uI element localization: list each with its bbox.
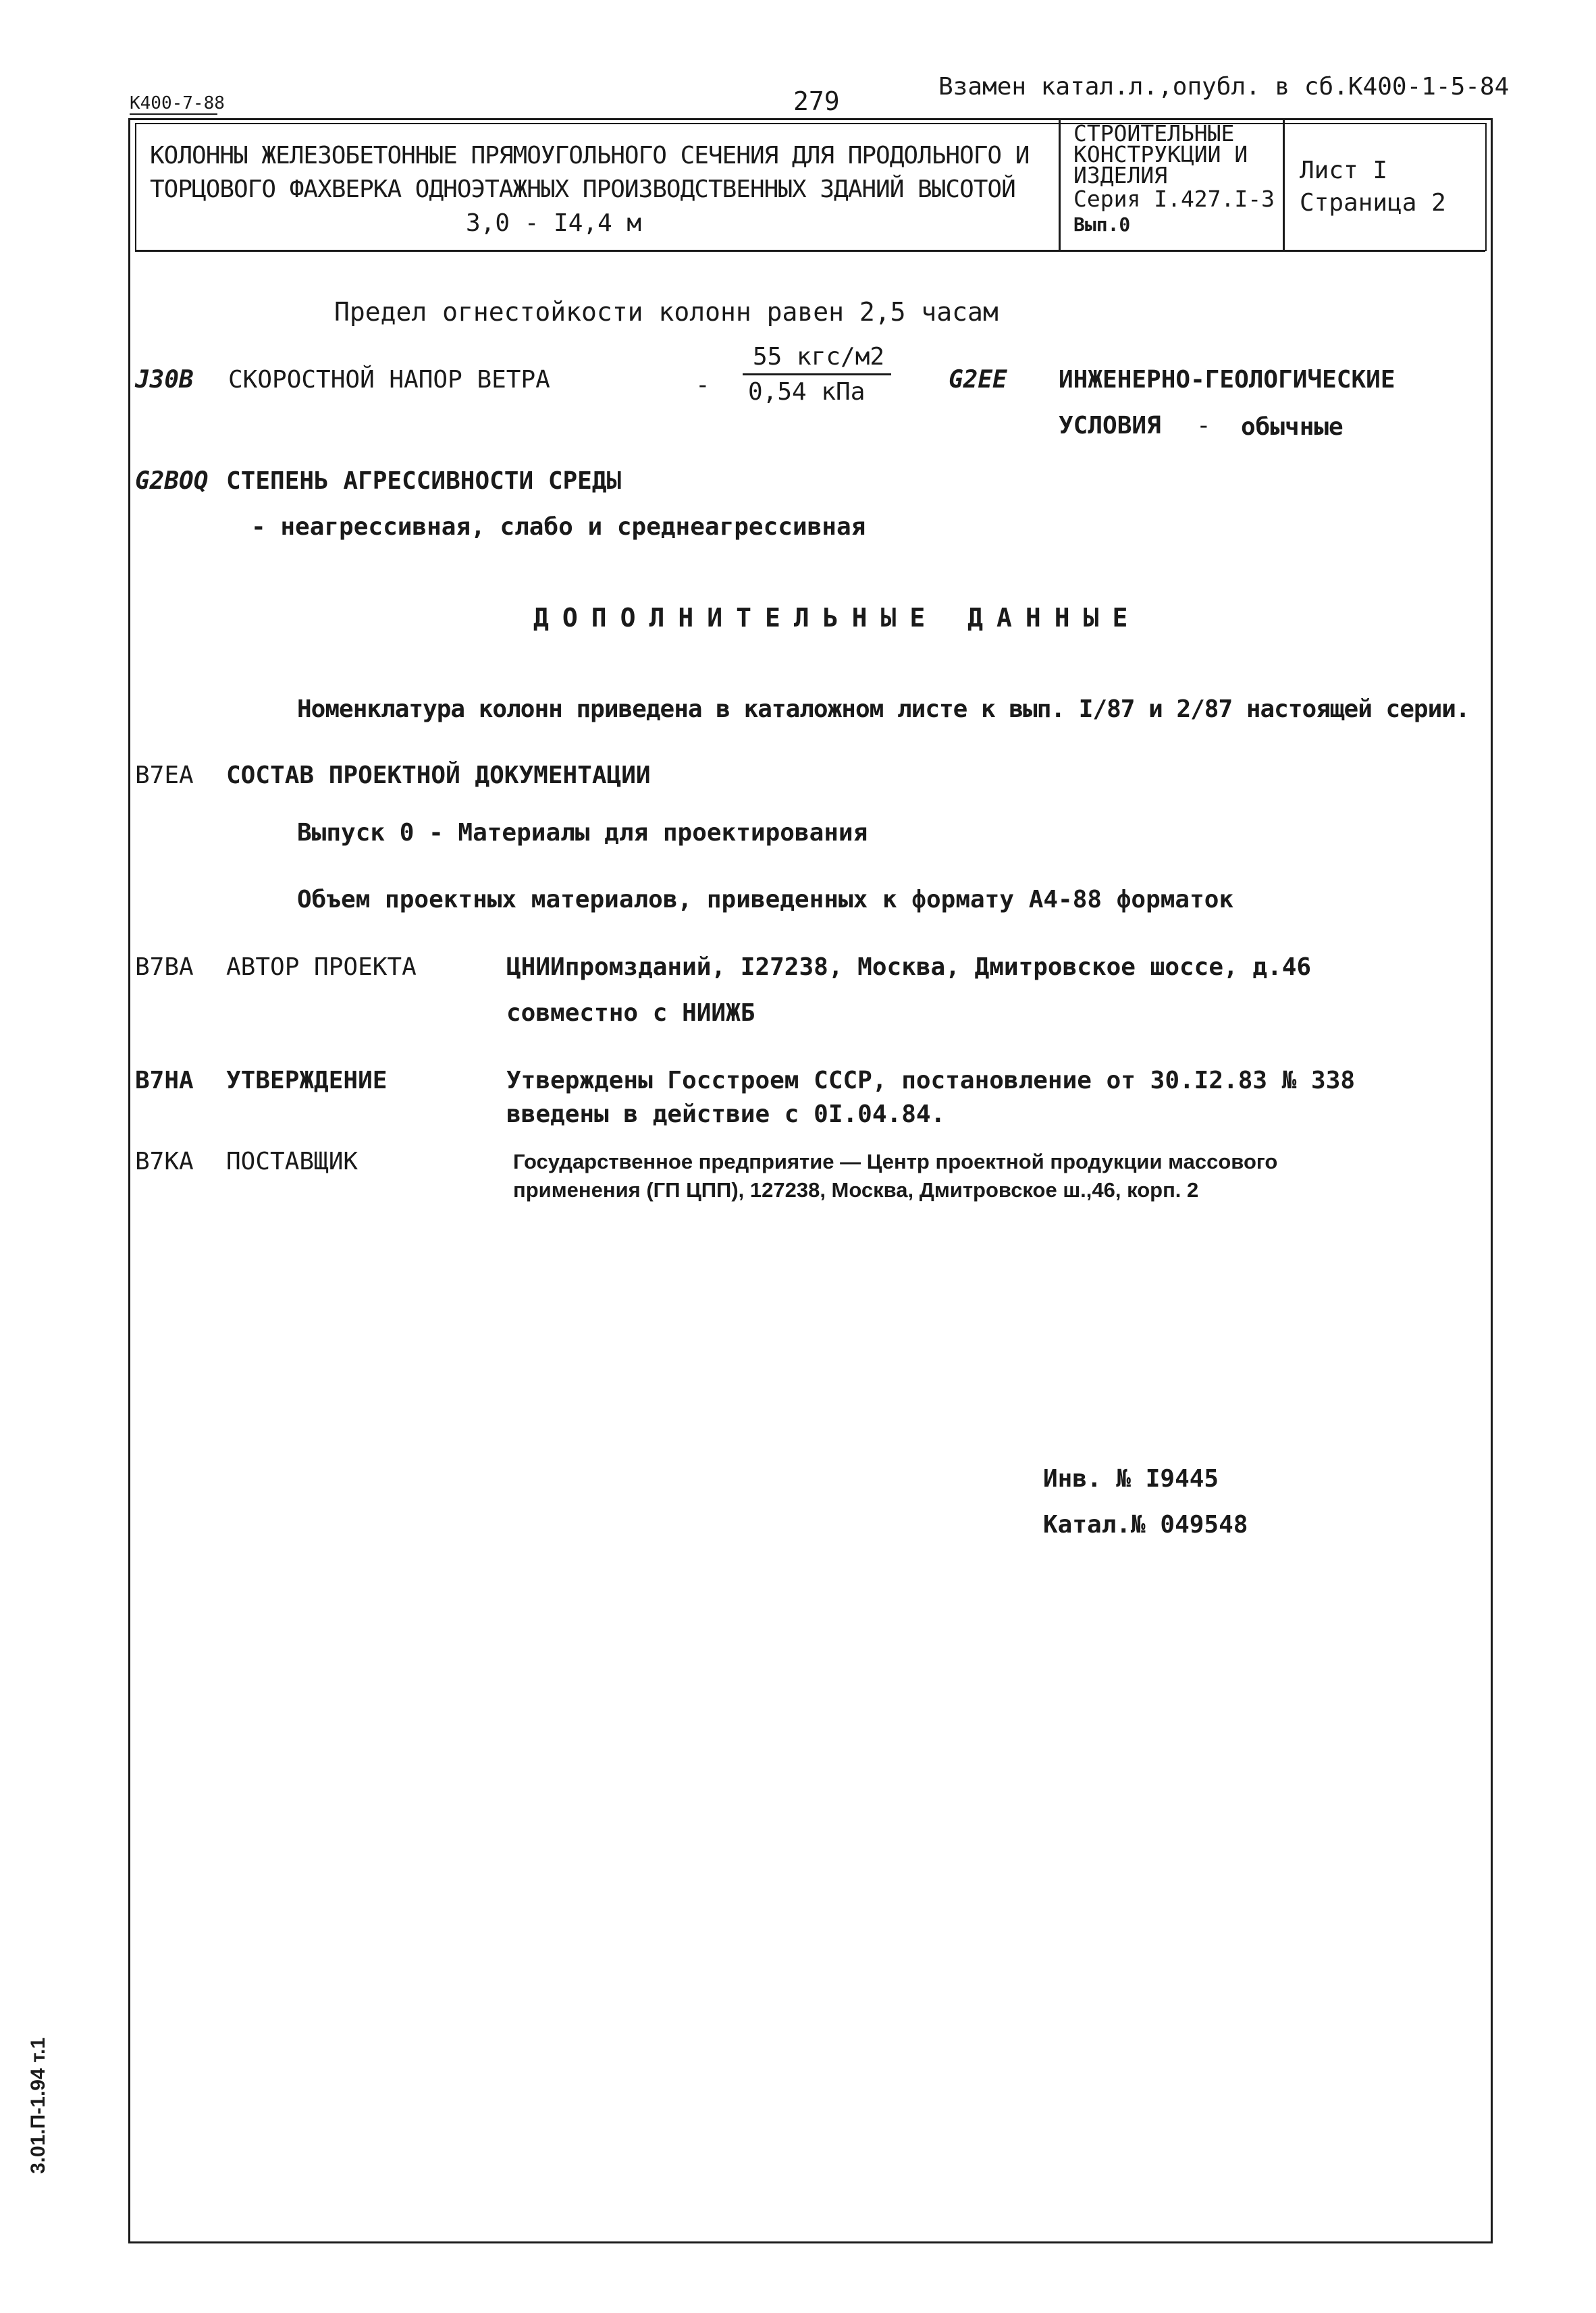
author-value-2: совместно с НИИЖБ xyxy=(506,999,755,1027)
approval-value-1: Утверждены Госстроем СССР, постановление от 30.I2.83 № 338 xyxy=(506,1067,1356,1094)
frame-bottom xyxy=(128,2241,1492,2243)
inventory-number: Инв. № I9445 xyxy=(1043,1465,1219,1493)
wind-value-kpa: 0,54 кПа xyxy=(748,378,866,406)
supplier-code: B7KA xyxy=(135,1148,194,1175)
side-stamp: 3.01.П-1.94 т.1 xyxy=(27,2037,49,2174)
aggressiveness-code: G2BOQ xyxy=(135,467,209,495)
author-code: B7BA xyxy=(135,953,194,981)
additional-heading: ДОПОЛНИТЕЛЬНЫЕ ДАННЫЕ xyxy=(533,603,1142,633)
wind-code: J30B xyxy=(135,366,194,394)
title-box-left xyxy=(135,123,136,251)
sheet: Лист I xyxy=(1300,157,1388,184)
composition-issue: Выпуск 0 - Материалы для проектирования xyxy=(297,819,868,847)
category-line-1: СТРОИТЕЛЬНЫЕ xyxy=(1073,120,1235,147)
geology-label-2: УСЛОВИЯ xyxy=(1059,412,1161,440)
aggressiveness-value: - неагрессивная, слабо и среднеагрессивная xyxy=(251,513,866,541)
approval-value-2: введены в действие с 0I.04.84. xyxy=(506,1100,946,1128)
wind-dash: - xyxy=(695,371,710,399)
composition-label: СОСТАВ ПРОЕКТНОЙ ДОКУМЕНТАЦИИ xyxy=(226,762,651,789)
geology-dash: - xyxy=(1196,412,1211,440)
approval-code: B7HA xyxy=(135,1067,194,1094)
title-box-right xyxy=(1485,123,1487,251)
author-label: АВТОР ПРОЕКТА xyxy=(226,953,417,981)
frame-right xyxy=(1491,118,1493,2243)
supplier-label: ПОСТАВЩИК xyxy=(226,1148,358,1175)
replacement-note: Взамен катал.л.,опубл. в сб.К400-1-5-84 xyxy=(938,73,1510,101)
catalog-number: Катал.№ 049548 xyxy=(1043,1511,1248,1539)
composition-code: B7EA xyxy=(135,762,194,789)
supplier-value-2: применения (ГП ЦПП), 127238, Москва, Дмитровское ш.,46, корп. 2 xyxy=(513,1178,1199,1202)
title-divider-2 xyxy=(1283,119,1285,251)
aggressiveness-label: СТЕПЕНЬ АГРЕССИВНОСТИ СРЕДЫ xyxy=(226,467,622,495)
supplier-value-1: Государственное предприятие — Центр проектной продукции массового xyxy=(513,1150,1278,1173)
fire-resistance: Предел огнестойкости колонн равен 2,5 часам xyxy=(334,297,999,327)
frame-top xyxy=(128,118,1492,120)
geology-label: ИНЖЕНЕРНО-ГЕОЛОГИЧЕСКИЕ xyxy=(1059,366,1395,394)
wind-value-kgf: 55 кгс/м2 xyxy=(753,343,885,371)
doc-code-underline xyxy=(130,113,217,115)
category-line-2: КОНСТРУКЦИИ И xyxy=(1073,141,1248,167)
composition-volume: Объем проектных материалов, приведенных к формату А4-88 форматок xyxy=(297,886,1234,913)
frame-left xyxy=(128,118,130,2243)
title-divider-1 xyxy=(1059,119,1061,251)
wind-label: СКОРОСТНОЙ НАПОР ВЕТРА xyxy=(228,366,550,394)
title-line-1: КОЛОННЫ ЖЕЛЕЗОБЕТОННЫЕ ПРЯМОУГОЛЬНОГО СЕЧЕНИЯ ДЛЯ ПРОДОЛЬНОГО И xyxy=(150,142,1030,169)
title-line-2: ТОРЦОВОГО ФАХВЕРКА ОДНОЭТАЖНЫХ ПРОИЗВОДСТВЕННЫХ ЗДАНИЙ ВЫСОТОЙ xyxy=(150,176,1015,203)
nomenclature: Номенклатура колонн приведена в каталожном листе к вып. I/87 и 2/87 настоящей серии. xyxy=(297,695,1470,723)
title-line-3: 3,0 - I4,4 м xyxy=(466,209,642,237)
approval-label: УТВЕРЖДЕНИЕ xyxy=(226,1067,388,1094)
page-number: 279 xyxy=(793,86,840,116)
page-label: Страница 2 xyxy=(1300,189,1446,217)
category-line-3: ИЗДЕЛИЯ xyxy=(1073,162,1168,188)
wind-fraction-line xyxy=(743,373,891,375)
issue: Вып.0 xyxy=(1073,213,1131,236)
series: Серия I.427.I-3 xyxy=(1073,186,1275,212)
doc-code: К400-7-88 xyxy=(130,93,225,113)
geology-value: обычные xyxy=(1241,413,1344,441)
author-value-1: ЦНИИпромзданий, I27238, Москва, Дмитровское шоссе, д.46 xyxy=(506,953,1312,981)
geology-code: G2EE xyxy=(949,366,1007,394)
